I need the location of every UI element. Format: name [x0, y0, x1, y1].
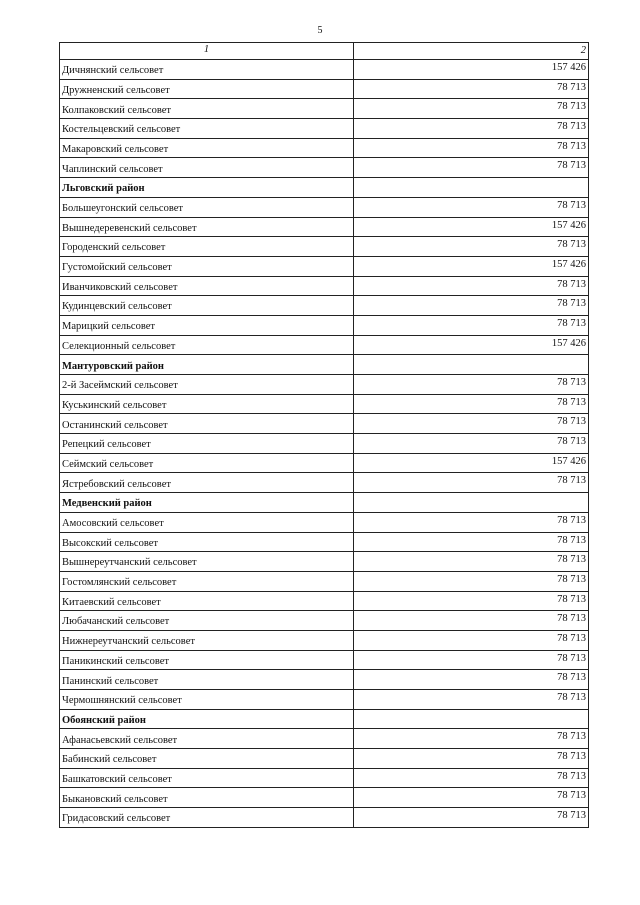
district-name: Обоянский район — [60, 709, 354, 729]
table-row — [60, 611, 589, 631]
table-row — [60, 99, 589, 119]
amount-value: 78 713 — [354, 690, 589, 710]
table-row — [60, 571, 589, 591]
council-name: Китаевский сельсовет — [60, 591, 354, 611]
table-row — [60, 749, 589, 769]
table-row — [60, 335, 589, 355]
amount-value: 157 426 — [354, 217, 589, 237]
table-row — [60, 630, 589, 650]
amount-value: 78 713 — [354, 808, 589, 828]
district-name: Мантуровский район — [60, 355, 354, 375]
council-name: Селекционный сельсовет — [60, 335, 354, 355]
table-row — [60, 788, 589, 808]
council-name: Нижнереутчанский сельсовет — [60, 630, 354, 650]
council-name: Репецкий сельсовет — [60, 434, 354, 454]
council-name: Любачанский сельсовет — [60, 611, 354, 631]
council-name: Вышнереутчанский сельсовет — [60, 552, 354, 572]
council-name: Чаплинский сельсовет — [60, 158, 354, 178]
council-name: Марицкий сельсовет — [60, 315, 354, 335]
table-row — [60, 768, 589, 788]
table-row — [60, 808, 589, 828]
amount-value: 78 713 — [354, 749, 589, 769]
amount-value: 78 713 — [354, 296, 589, 316]
amount-value: 78 713 — [354, 434, 589, 454]
amount-value: 78 713 — [354, 414, 589, 434]
table-row — [60, 650, 589, 670]
council-name: Паникинский сельсовет — [60, 650, 354, 670]
amount-value — [354, 355, 589, 375]
council-name: Сеймский сельсовет — [60, 453, 354, 473]
table-row — [60, 434, 589, 454]
district-header-row — [60, 493, 589, 513]
council-name: Городенский сельсовет — [60, 237, 354, 257]
amount-value: 78 713 — [354, 375, 589, 395]
district-name: Льговский район — [60, 178, 354, 198]
table-row — [60, 394, 589, 414]
allocation-table — [59, 42, 589, 828]
amount-value: 78 713 — [354, 99, 589, 119]
table-row — [60, 690, 589, 710]
amount-value: 78 713 — [354, 768, 589, 788]
council-name: Башкатовский сельсовет — [60, 768, 354, 788]
district-header-row — [60, 355, 589, 375]
table-row — [60, 552, 589, 572]
council-name: Афанасьевский сельсовет — [60, 729, 354, 749]
council-name: Останинский сельсовет — [60, 414, 354, 434]
council-name: Гостомлянский сельсовет — [60, 571, 354, 591]
table-row — [60, 453, 589, 473]
amount-value: 78 713 — [354, 512, 589, 532]
council-name: Колпаковский сельсовет — [60, 99, 354, 119]
table-header-row — [60, 43, 589, 60]
amount-value: 78 713 — [354, 788, 589, 808]
amount-value: 78 713 — [354, 729, 589, 749]
amount-value: 78 713 — [354, 158, 589, 178]
council-name: Чермошнянский сельсовет — [60, 690, 354, 710]
table-row — [60, 197, 589, 217]
table-row — [60, 315, 589, 335]
amount-value: 78 713 — [354, 315, 589, 335]
table-row — [60, 532, 589, 552]
table-row — [60, 60, 589, 80]
amount-value: 78 713 — [354, 394, 589, 414]
amount-value: 78 713 — [354, 119, 589, 139]
amount-value: 78 713 — [354, 552, 589, 572]
table-row — [60, 138, 589, 158]
table-row — [60, 670, 589, 690]
council-name: Быкановский сельсовет — [60, 788, 354, 808]
table-row — [60, 79, 589, 99]
amount-value: 78 713 — [354, 650, 589, 670]
council-name: Ястребовский сельсовет — [60, 473, 354, 493]
amount-value: 78 713 — [354, 473, 589, 493]
table-row — [60, 375, 589, 395]
council-name: 2-й Засеймский сельсовет — [60, 375, 354, 395]
amount-value: 78 713 — [354, 630, 589, 650]
amount-value — [354, 178, 589, 198]
amount-value: 78 713 — [354, 138, 589, 158]
council-name: Дружненский сельсовет — [60, 79, 354, 99]
amount-value: 78 713 — [354, 571, 589, 591]
council-name: Макаровский сельсовет — [60, 138, 354, 158]
table-row — [60, 119, 589, 139]
district-name: Медвенский район — [60, 493, 354, 513]
district-header-row — [60, 178, 589, 198]
table-row — [60, 276, 589, 296]
council-name: Кудинцевский сельсовет — [60, 296, 354, 316]
table-row — [60, 256, 589, 276]
table-row — [60, 158, 589, 178]
council-name: Амосовский сельсовет — [60, 512, 354, 532]
amount-value: 78 713 — [354, 79, 589, 99]
council-name: Бабинский сельсовет — [60, 749, 354, 769]
table-row — [60, 591, 589, 611]
council-name: Дичнянский сельсовет — [60, 60, 354, 80]
column-header-2: 2 — [354, 43, 589, 60]
council-name: Костельцевский сельсовет — [60, 119, 354, 139]
council-name: Гридасовский сельсовет — [60, 808, 354, 828]
council-name: Вышнедеревенский сельсовет — [60, 217, 354, 237]
table-row — [60, 237, 589, 257]
council-name: Панинский сельсовет — [60, 670, 354, 690]
amount-value — [354, 709, 589, 729]
amount-value: 78 713 — [354, 237, 589, 257]
table-row — [60, 729, 589, 749]
council-name: Иванчиковский сельсовет — [60, 276, 354, 296]
amount-value: 78 713 — [354, 197, 589, 217]
table-row — [60, 512, 589, 532]
table-row — [60, 217, 589, 237]
column-header-1: 1 — [60, 43, 354, 60]
amount-value: 78 713 — [354, 591, 589, 611]
council-name: Куськинский сельсовет — [60, 394, 354, 414]
amount-value — [354, 493, 589, 513]
table-row — [60, 473, 589, 493]
amount-value: 157 426 — [354, 335, 589, 355]
amount-value: 78 713 — [354, 532, 589, 552]
council-name: Густомойский сельсовет — [60, 256, 354, 276]
table-body — [60, 43, 589, 828]
amount-value: 157 426 — [354, 256, 589, 276]
amount-value: 78 713 — [354, 276, 589, 296]
district-header-row — [60, 709, 589, 729]
amount-value: 78 713 — [354, 611, 589, 631]
amount-value: 157 426 — [354, 453, 589, 473]
amount-value: 157 426 — [354, 60, 589, 80]
table-row — [60, 296, 589, 316]
page-number: 5 — [317, 25, 323, 36]
table-row — [60, 414, 589, 434]
council-name: Большеугонский сельсовет — [60, 197, 354, 217]
council-name: Высокский сельсовет — [60, 532, 354, 552]
amount-value: 78 713 — [354, 670, 589, 690]
